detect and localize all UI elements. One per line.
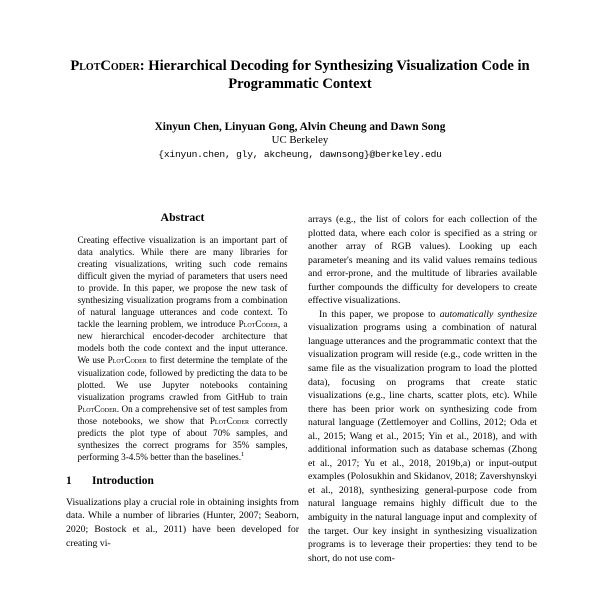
smallcaps-text: PlotCoder [77,403,117,414]
author-emails: {xinyun.chen, gly, akcheung, dawnsong}@berkeley.edu [158,148,442,160]
text-run: to first determine the template of the visualization code, followed by predicting the data to be plotted. We use Jupyter notebooks containing visualization programs crawled from GitHub to train [77,355,288,402]
text-run: , a new hierarchical encoder-decoder architecture that models both the code context and the input utterance. We use [77,319,288,366]
section-title: Introduction [92,474,154,487]
abstract-heading: Abstract [160,210,205,224]
paper-title [50,57,550,93]
affiliation: UC Berkeley [271,134,329,146]
text-run: visualization programs using a combination of natural language utterances and the programmatic context that the visualization program will reside (e.g., code written in the same file as the visualization program to load the plotted data), focusing on programs that create static visualizations (e.g., line charts, scatter plots, etc). While there has been prior work on synthesizing code from natural language (Zettlemoyer and Collins, 2012; Oda et al., 2015; Wang et al., 2015; Yin et al., 2018), and with additional information such as database schemas (Zhong et al., 2017; Yu et al., 2018, 2019b,a) or input-output examples (Polosukhin and Skidanov, 2018; Zavershynskyi et al., 2018), synthesizing general-purpose code from natural language remains highly difficult due to the ambiguity in the natural language input and complexity of the target. Our key insight in synthesizing visualization programs is to leverage their properties: they tend to be short, do not use com- [308,322,537,564]
text-run: : Hierarchical Decoding for Synthesizing Visualization Code in Programmatic Context [139,58,530,92]
text-run: In this paper, we propose to [319,308,440,320]
smallcaps-text: PlotCoder [70,58,140,74]
intro-paragraph: Visualizations play a crucial role in obtaining insights from data. While a number of libraries (Hunter, 2007; Seaborn, 2020; Bostock et al., 2011) have been developed for creating vi- [66,496,299,549]
right-paragraph-continuation: arrays (e.g., the list of colors for each collection of the plotted data, where each color is specified as a string or another array of RGB values). Looking up each parameter's meaning and its valid values remains tedious and error-prone, and the multitude of libraries available further compounds the difficulty for developers to create effective visualizations. [308,214,537,307]
text-run: correctly predicts the plot type of about 70% samples, and synthesizes the correct programs for 35% samples, performing 3-4.5% better than the baselines. [77,415,288,462]
left-column [66,208,299,565]
footnote-marker: 1 [241,450,245,458]
text-run: automatically synthesize [439,308,537,320]
section-heading-introduction [66,475,299,487]
right-column [308,208,537,565]
author-block [0,120,600,161]
smallcaps-text: PlotCoder [238,319,278,330]
author-names: Xinyun Chen, Linyuan Gong, Alvin Cheung and Dawn Song [154,121,446,133]
text-run: Creating effective visualization is an important part of data analytics. While there are many libraries for creating visualizations, writing such code remains difficult given the myriad of parameters that users need to provide. In this paper, we propose the new task of synthesizing visualization programs from a combination of natural language utterances and code context. To tackle the learning problem, we introduce [77,235,288,330]
smallcaps-text: PlotCoder [107,355,147,366]
text-run: . On a comprehensive set of test samples from those notebooks, we show that [77,403,288,426]
smallcaps-text: PlotCoder [209,415,250,426]
right-paragraph-proposal [308,308,537,565]
abstract-text [78,234,288,463]
two-column-body [66,208,537,565]
section-number: 1 [66,474,72,487]
